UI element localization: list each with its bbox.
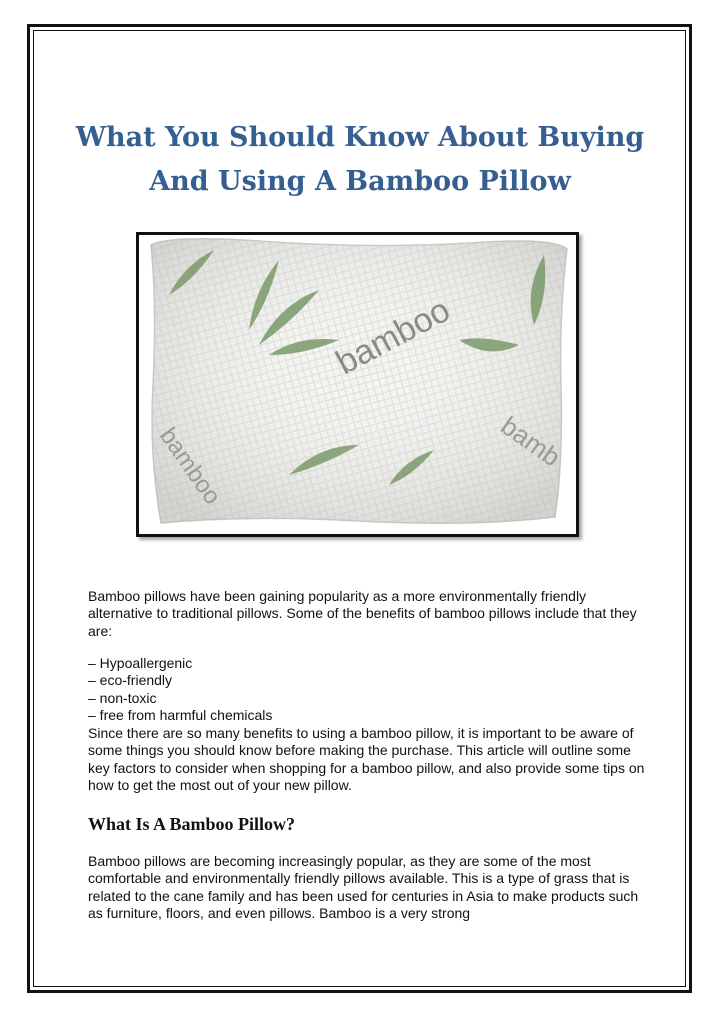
title-line-1: What You Should Know About Buying — [75, 122, 645, 153]
section-heading: What Is A Bamboo Pillow? — [88, 814, 296, 834]
section-paragraph: Bamboo pillows are becoming increasingly popular, as they are some of the most comfortable and environmentally friendly pillows available. This is a type of grass that is related to the cane family and has been used for centuries in Asia to make products such as furniture, floors, and even pillows. Bamboo is a very strong — [88, 853, 639, 922]
second-paragraph: Since there are so many benefits to using a bamboo pillow, it is important to be aware of some things you should know before making the purchase. This article will outline some key factors to consider when shopping for a bamboo pillow, and also provide some tips on how to get the most out of your new pillow. — [88, 725, 645, 794]
title-line-2: And Using A Bamboo Pillow — [149, 166, 571, 197]
list-item: – eco-friendly — [88, 672, 173, 689]
page-title — [60, 116, 660, 204]
list-item: – non-toxic — [88, 689, 157, 706]
svg-text:bamb: bamb — [495, 410, 567, 473]
list-item: – Hypoallergenic — [88, 655, 193, 671]
bamboo-pillow-icon — [139, 235, 576, 534]
svg-text:bamboo: bamboo — [154, 422, 226, 510]
pillow-brand-text: bamboo — [329, 290, 457, 383]
benefits-list — [88, 655, 648, 725]
bamboo-pillow-image — [136, 232, 579, 537]
intro-paragraph: Bamboo pillows have been gaining popularity as a more environmentally friendly alternative to traditional pillows. Some of the benefits of bamboo pillows include that they are: — [88, 588, 637, 639]
list-item: – free from harmful chemicals — [88, 707, 273, 724]
